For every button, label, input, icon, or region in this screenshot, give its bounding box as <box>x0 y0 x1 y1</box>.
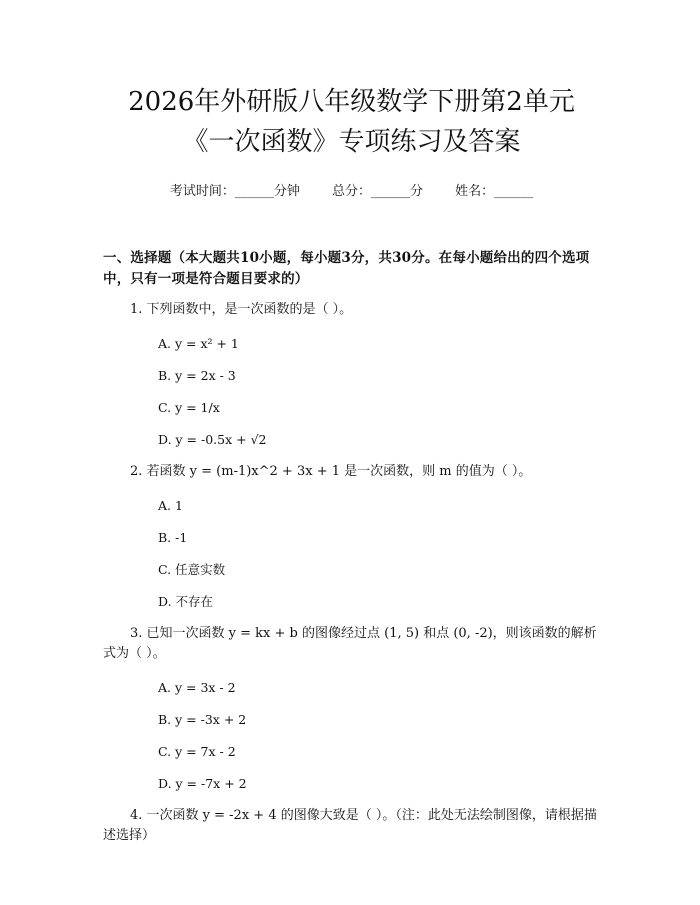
option-d: D. 不存在 <box>158 594 214 609</box>
option-d: D. y = -7x + 2 <box>158 776 247 791</box>
question-text: 1. 下列函数中，是一次函数的是（ ）。 <box>130 302 353 317</box>
question-text: 3. 已知一次函数 y = kx + b 的图像经过点 (1, 5) 和点 (0, -2)，则该函数的解析式为（ ）。 <box>103 626 597 661</box>
section-heading-choice: 一、选择题（本大题共10小题，每小题3分，共30分。在每小题给出的四个选项中，只有一项是符合题目要求的） <box>103 250 590 287</box>
question-text: 4. 一次函数 y = -2x + 4 的图像大致是（ ）。（注：此处无法绘制图像，请根据描述选择） <box>103 808 597 843</box>
option-list <box>103 496 600 612</box>
option-b: B. y = 2x - 3 <box>158 368 236 383</box>
exam-meta <box>103 182 600 202</box>
option-a: A. y = 3x - 2 <box>158 680 236 695</box>
option-b: B. -1 <box>158 530 188 545</box>
total-score-field: 总分：______分 <box>331 184 423 199</box>
document-title: 2026年外研版八年级数学下册第2单元《一次函数》专项练习及答案 <box>128 87 575 157</box>
question-1 <box>103 300 600 450</box>
option-c: C. y = 7x - 2 <box>158 744 236 759</box>
question-list <box>103 300 600 846</box>
student-name-field: 姓名：______ <box>455 184 534 199</box>
option-list <box>103 334 600 450</box>
option-a: A. 1 <box>158 498 183 513</box>
option-d: D. y = -0.5x + √2 <box>158 432 267 447</box>
question-2 <box>103 462 600 612</box>
question-3 <box>103 624 600 794</box>
question-4 <box>103 806 600 846</box>
option-c: C. 任意实数 <box>158 562 226 577</box>
option-list <box>103 678 600 794</box>
exam-time-field: 考试时间：______分钟 <box>169 184 300 199</box>
option-b: B. y = -3x + 2 <box>158 712 247 727</box>
option-c: C. y = 1/x <box>158 400 220 415</box>
option-a: A. y = x² + 1 <box>158 336 239 351</box>
question-text: 2. 若函数 y = (m-1)x^2 + 3x + 1 是一次函数，则 m 的值为（ ）。 <box>130 464 532 479</box>
